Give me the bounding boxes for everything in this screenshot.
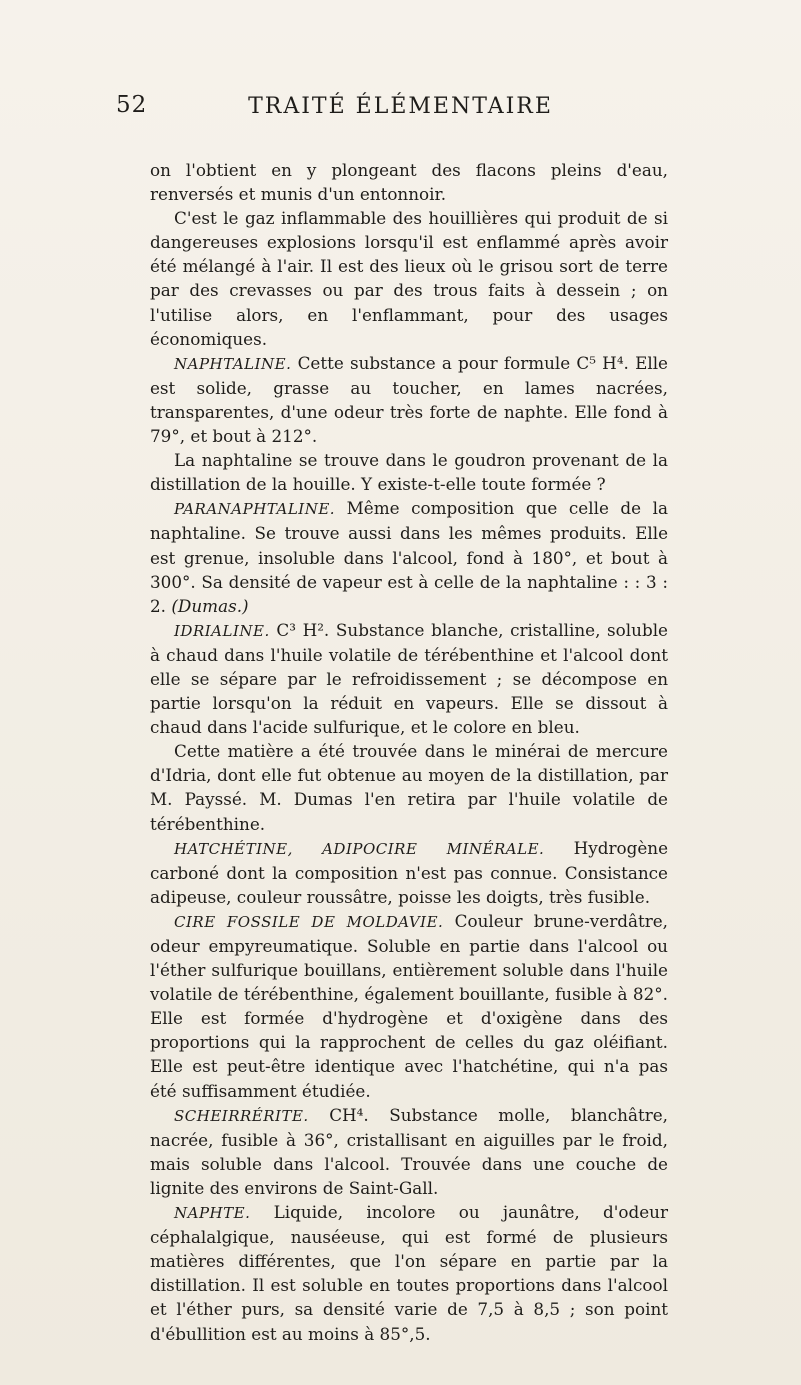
entry-term: NAPHTALINE. — [174, 354, 292, 373]
entry-term: NAPHTE. — [174, 1204, 251, 1223]
paragraph — [150, 836, 668, 909]
paragraph-text: C³ H². Substance blanche, cristalline, soluble à chaud dans l'huile volatile de térébenthine et l'alcool dont elle se sépare par le refroidissement ; se décompose en partie lorsqu'on la réduit en vapeurs. Elle se dissout à chaud dans l'acide sulfurique, et le colore en bleu. — [150, 619, 668, 738]
running-title: TRAITÉ ÉLÉMENTAIRE — [248, 94, 553, 119]
body-text — [150, 158, 668, 1346]
citation: (Dumas.) — [171, 595, 249, 616]
entry-term: HATCHÉTINE, ADIPOCIRE MINÉRALE. — [174, 839, 545, 858]
paragraph — [150, 1200, 668, 1346]
paragraph-text: Cette matière a été trouvée dans le minérai de mercure d'Idria, dont elle fut obtenue au moyen de la distillation, par M. Payssé. M. Dumas l'en retira par l'huile volatile de térébenthine. — [150, 741, 668, 834]
paragraph — [150, 496, 668, 617]
paragraph — [150, 739, 668, 835]
page-number: 52 — [116, 92, 148, 118]
paragraph-text: Cette substance a pour formule C⁵ H⁴. Elle est solide, grasse au toucher, en lames nacrées, transparentes, d'une odeur très forte de naphte. Elle fond à 79°, et bout à 212°. — [150, 352, 668, 447]
paragraph — [150, 158, 668, 206]
paragraph — [150, 909, 668, 1103]
paragraph — [150, 1103, 668, 1200]
paragraph-text: on l'obtient en y plongeant des flacons pleins d'eau, renversés et munis d'un entonnoir. — [150, 160, 668, 205]
paragraph-text: Couleur brune-verdâtre, odeur empyreumatique. Soluble en partie dans l'alcool ou l'éther sulfurique bouillans, entièrement soluble dans l'huile volatile de térébenthine, également bouillante, fusible à 82°. Elle est formée d'hydrogène et d'oxigène dans des proportions qui la rapprochent de celles du gaz oléifiant. Elle est peut-être identique avec l'hatchétine, qui n'a pas été suffisamment étudiée. — [150, 910, 668, 1101]
paragraph-text: C'est le gaz inflammable des houillières qui produit de si dangereuses explosions lorsqu'il est enflammé après avoir été mélangé à l'air. Il est des lieux où le grisou sort de terre par des crevasses ou par des trous faits à dessein ; on l'utilise alors, en l'enflammant, pour des usages économiques. — [150, 208, 668, 349]
paragraph-text: Même composition que celle de la naphtaline. Se trouve aussi dans les mêmes produits. Elle est grenue, insoluble dans l'alcool, fond à 180°, et bout à 300°. Sa densité de vapeur est à celle de la naphtaline : : 3 : 2. — [150, 498, 668, 616]
paragraph — [150, 448, 668, 496]
paragraph — [150, 618, 668, 739]
entry-term: IDRIALINE. — [174, 621, 270, 640]
paragraph-text: Liquide, incolore ou jaunâtre, d'odeur céphalalgique, nauséeuse, qui est formé de plusieurs matières différentes, que l'on sépare en partie par la distillation. Il est soluble en toutes proportions dans l'alcool et l'éther purs, sa densité varie de 7,5 à 8,5 ; son point d'ébullition est au moins à 85°,5. — [150, 1202, 668, 1344]
entry-term: PARANAPHTALINE. — [174, 500, 336, 519]
entry-term: SCHEIRRÉRITE. — [174, 1106, 309, 1125]
paragraph — [150, 351, 668, 448]
paragraph — [150, 206, 668, 351]
entry-term: CIRE FOSSILE DE MOLDAVIE. — [174, 912, 444, 931]
paragraph-text: La naphtaline se trouve dans le goudron provenant de la distillation de la houille. Y existe-t-elle toute formée ? — [150, 450, 668, 495]
paragraph-text: CH⁴. Substance molle, blanchâtre, nacrée, fusible à 36°, cristallisant en aiguilles par le froid, mais soluble dans l'alcool. Trouvée dans une couche de lignite des environs de Saint-Gall. — [150, 1104, 668, 1198]
page-header — [0, 92, 801, 128]
paragraph-text: Hydrogène carboné dont la composition n'est pas connue. Consistance adipeuse, couleur roussâtre, poisse les doigts, très fusible. — [150, 837, 668, 907]
